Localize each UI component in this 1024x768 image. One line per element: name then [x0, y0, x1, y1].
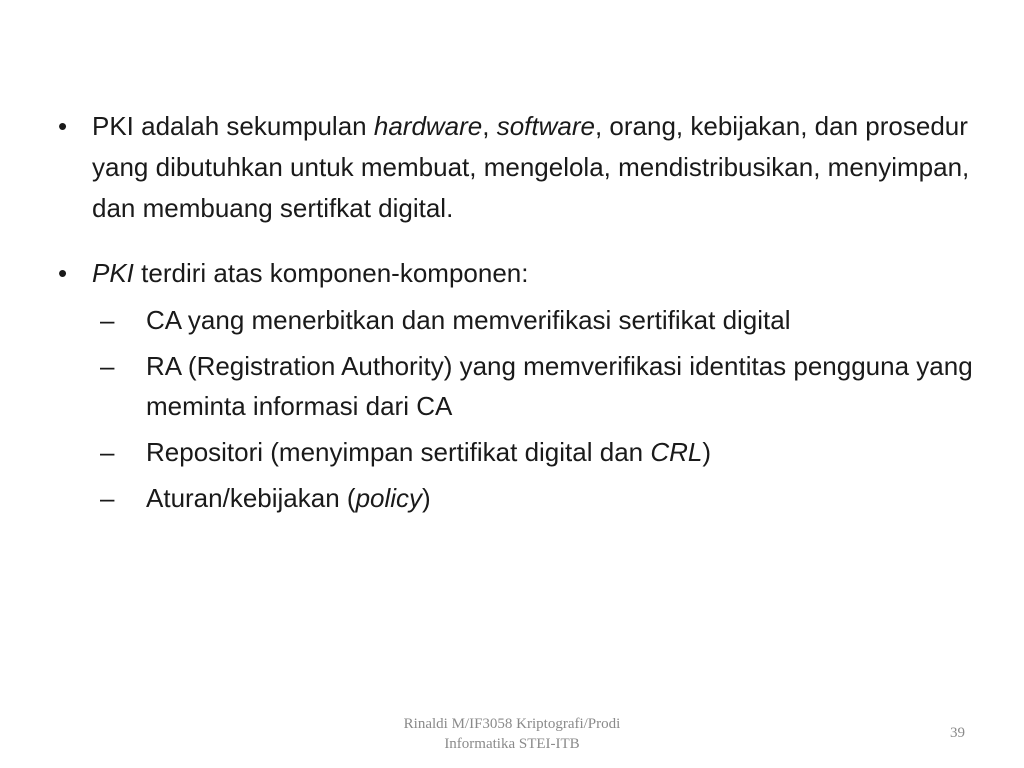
footer-line-2: Informatika STEI-ITB — [444, 736, 580, 752]
dash-marker: – — [100, 437, 115, 467]
list-item-text: RA (Registration Authority) yang memverifikasi identitas pengguna yang meminta informasi dari CA — [146, 351, 973, 421]
components-list — [92, 300, 978, 518]
dash-marker: – — [100, 305, 115, 335]
bullet-text: , — [482, 111, 497, 141]
bullet-emphasis-software: software — [496, 111, 595, 141]
dash-marker: – — [100, 483, 115, 513]
bullet-text: PKI adalah sekumpulan — [92, 111, 374, 141]
bullet-emphasis-hardware: hardware — [373, 111, 483, 141]
bullet-marker: • — [58, 111, 68, 141]
list-item-text-end: ) — [422, 483, 431, 513]
dash-marker: – — [100, 351, 115, 381]
list-item-repository — [100, 432, 978, 472]
list-item-ra — [100, 346, 978, 426]
slide-body — [58, 106, 978, 518]
list-item-policy — [100, 478, 978, 518]
list-item-text: Repositori (menyimpan sertifikat digital dan — [146, 437, 651, 467]
list-item-ca — [100, 300, 978, 340]
bullet-text: , orang, kebijakan, dan prosedur yang dibutuhkan untuk membuat, mengelola, mendistribusikan, menyimpan, dan membuang sertifkat digital. — [92, 111, 970, 223]
bullet-text: terdiri atas komponen-komponen: — [133, 258, 529, 288]
page-number: 39 — [950, 725, 965, 741]
list-item-text: Aturan/kebijakan ( — [146, 483, 356, 513]
list-item-text: CA yang menerbitkan dan memverifikasi sertifikat digital — [146, 305, 791, 335]
bullet-marker: • — [58, 258, 68, 288]
list-item-emphasis-crl: CRL — [650, 437, 703, 467]
slide-footer — [362, 714, 662, 754]
bullet-pki-definition — [58, 106, 978, 229]
list-item-emphasis-policy: policy — [355, 483, 423, 513]
bullet-emphasis-pki: PKI — [92, 258, 134, 288]
footer-line-1: Rinaldi M/IF3058 Kriptografi/Prodi — [403, 716, 621, 732]
bullet-pki-components — [58, 253, 978, 518]
list-item-text-end: ) — [702, 437, 712, 467]
